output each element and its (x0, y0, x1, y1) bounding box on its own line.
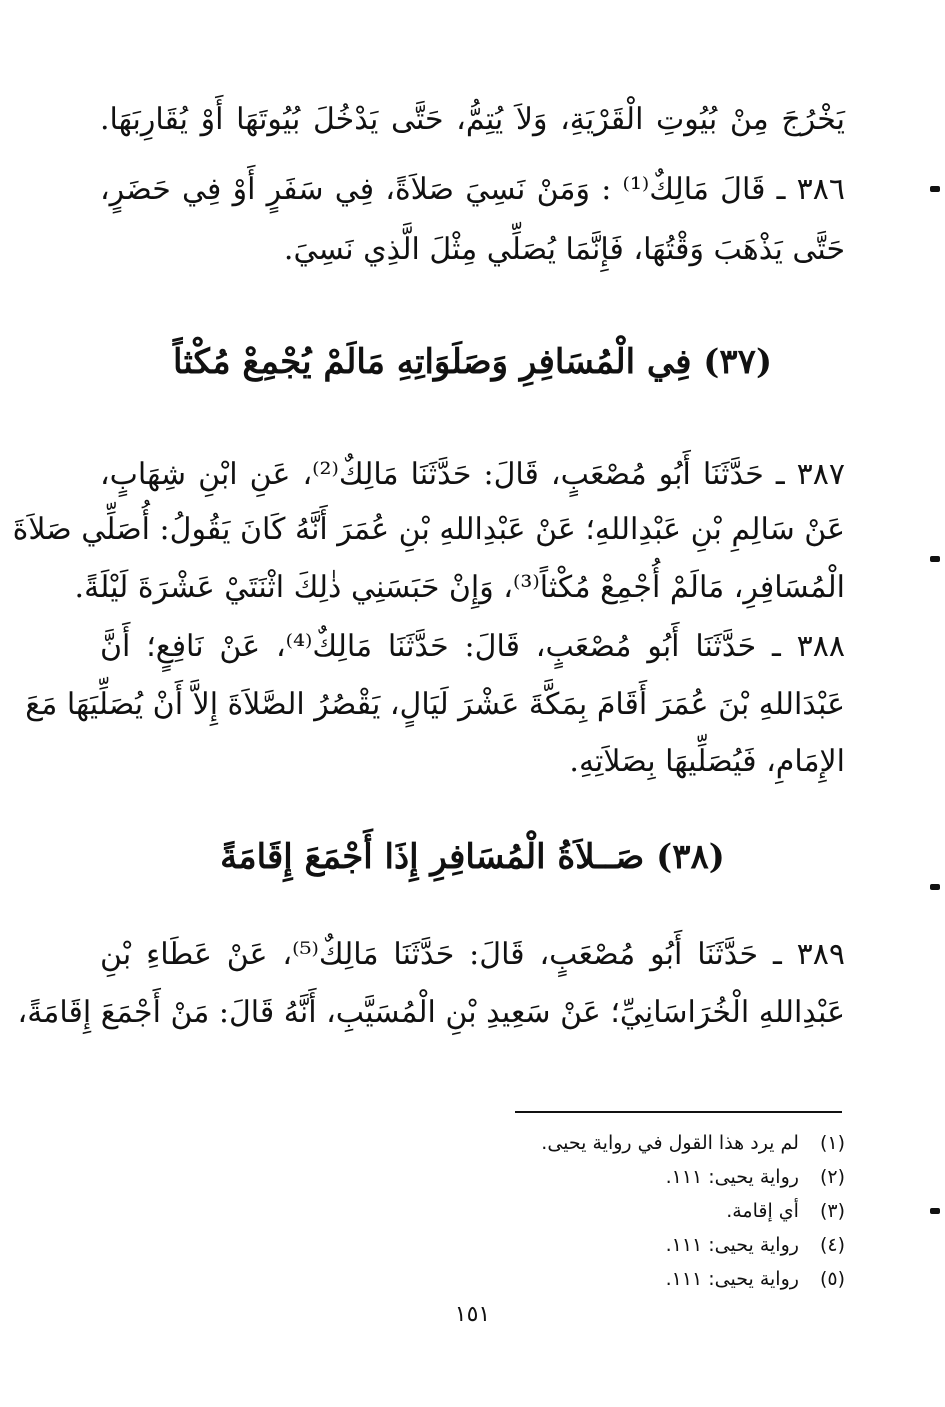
footnote-number: (١) (819, 1132, 845, 1154)
section-heading: (٣٧) فِي الْمُسَافِرِ وَصَلَوَاتِهِ مَالَمْ يُجْمِعْ مُكْثاً (172, 342, 773, 382)
footnote-text: رواية يحيى: ١١١. (665, 1234, 799, 1256)
text-line: حَتَّى يَذْهَبَ وَقْتُهَا، فَإِنَّمَا يُصَلِّي مِثْلَ الَّذِي نَسِيَ. (283, 232, 845, 267)
text-line: الإِمَامِ، فَيُصَلِّيهَا بِصَلاَتِهِ. (569, 744, 845, 779)
footnote-divider (515, 1111, 842, 1113)
text-line: عَبْدَاللهِ بْنَ عُمَرَ أَقَامَ بِمَكَّةَ عَشْرَ لَيَالٍ، يَقْصُرُ الصَّلاَةَ إِلاَّ أَنْ يُصَلِّيَهَا مَعَ (25, 687, 845, 722)
footnote-text: رواية يحيى: ١١١. (665, 1166, 799, 1188)
text-line: عَنْ سَالِمِ بْنِ عَبْدِاللهِ؛ عَنْ عَبْدِاللهِ بْنِ عُمَرَ أَنَّهُ كَانَ يَقُولُ: أُصَلِّي صَلاَةَ (12, 512, 845, 547)
footnote-number: (٢) (819, 1166, 845, 1188)
footnote-number: (٣) (819, 1200, 845, 1222)
footnote-text: رواية يحيى: ١١١. (665, 1268, 799, 1290)
footnote (100, 1130, 845, 1156)
text-line: ٣٨٦ ـ قَالَ مَالِكٌ⁽¹⁾ : وَمَنْ نَسِيَ صَلاَةً، فِي سَفَرٍ أَوْ فِي حَضَرٍ، (100, 172, 845, 207)
section-heading: (٣٨) صَــلاَةُ الْمُسَافِرِ إِذَا أَجْمَعَ إِقَامَةً (220, 837, 725, 877)
margin-mark (930, 556, 940, 562)
footnote-text: أي إقامة. (726, 1200, 799, 1222)
footnote (100, 1266, 845, 1292)
footnote (100, 1164, 845, 1190)
margin-mark (930, 186, 940, 192)
footnote (100, 1232, 845, 1258)
text-line: يَخْرُجَ مِنْ بُيُوتِ الْقَرْيَةِ، وَلاَ يُتِمُّ، حَتَّى يَدْخُلَ بُيُوتَهَا أَوْ يُقَارِبَهَا. (100, 102, 845, 137)
footnote-number: (٥) (819, 1268, 845, 1290)
text-line: الْمُسَافِرِ، مَالَمْ أُجْمِعْ مُكْثاً⁽³⁾، وَإِنْ حَبَسَنِي ذٰلِكَ اثْنَتَيْ عَشْرَةَ لَيْلَةً. (74, 570, 845, 605)
text-line: عَبْدِاللهِ الْخُرَاسَانِيِّ؛ عَنْ سَعِيدِ بْنِ الْمُسَيَّبِ، أَنَّهُ قَالَ: مَنْ أَجْمَعَ إِقَامَةً، (17, 995, 845, 1030)
footnote-number: (٤) (819, 1234, 845, 1256)
footnote (100, 1198, 845, 1224)
text-line: ٣٨٧ ـ حَدَّثَنَا أَبُو مُصْعَبٍ، قَالَ: حَدَّثَنَا مَالِكٌ⁽²⁾، عَنِ ابْنِ شِهَابٍ، (100, 457, 846, 492)
text-line: ٣٨٨ ـ حَدَّثَنَا أَبُو مُصْعَبٍ، قَالَ: حَدَّثَنَا مَالِكٌ⁽⁴⁾، عَنْ نَافِعٍ؛ أَنَّ (100, 629, 845, 664)
margin-mark (930, 1208, 940, 1214)
page-number: ١٥١ (454, 1302, 491, 1327)
text-line: ٣٨٩ ـ حَدَّثَنَا أَبُو مُصْعَبٍ، قَالَ: حَدَّثَنَا مَالِكٌ⁽⁵⁾، عَنْ عَطَاءِ بْنِ (100, 937, 845, 972)
margin-mark (930, 884, 940, 890)
footnote-text: لم يرد هذا القول في رواية يحيى. (541, 1132, 799, 1154)
